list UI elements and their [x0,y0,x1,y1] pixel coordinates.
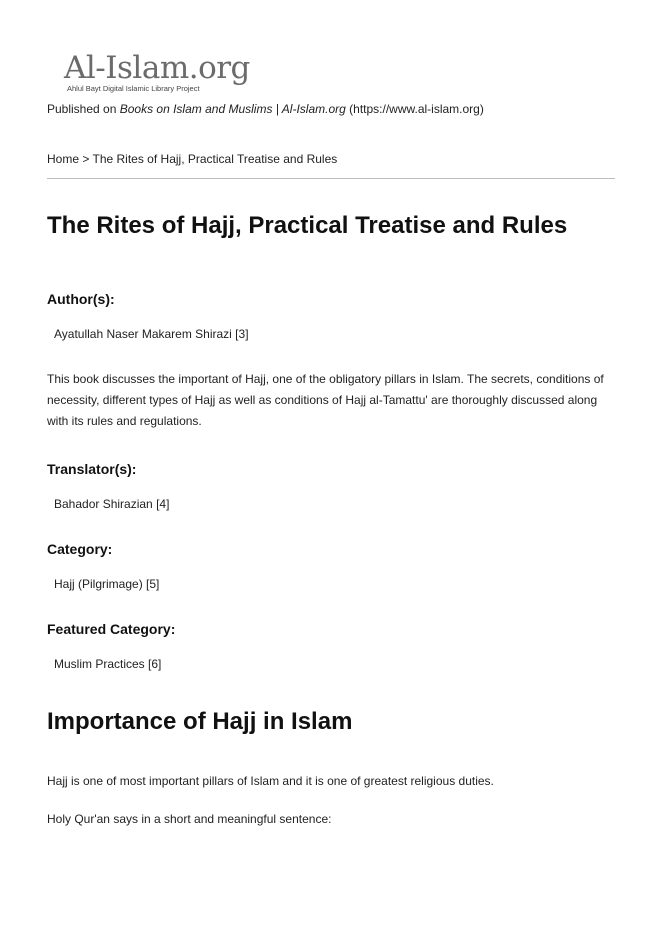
logo-wordmark: Al-Islam.org [64,50,250,86]
section-title: Importance of Hajj in Islam [47,708,353,735]
featured-category-link[interactable]: Muslim Practices [6] [54,657,162,671]
book-description: This book discusses the important of Hajj, one of the obligatory pillars in Islam. The secrets, conditions of necessity, different types of Hajj as well as conditions of Hajj al-Tamattu' are thoroughly discussed along with its rules and regulations. [47,372,604,428]
featured-category-label: Featured Category: [47,621,176,637]
breadcrumb-current: The Rites of Hajj, Practical Treatise and Rules [92,152,338,166]
page-title: The Rites of Hajj, Practical Treatise and Rules [47,212,568,239]
published-line [47,102,484,116]
published-site-link[interactable]: Books on Islam and Muslims | Al-Islam.org [119,102,346,116]
breadcrumb-home-link[interactable]: Home [47,152,80,166]
section-paragraph-2: Holy Qur'an says in a short and meaningful sentence: [47,812,332,826]
author-link[interactable]: Ayatullah Naser Makarem Shirazi [3] [54,327,249,341]
logo-tagline: Ahlul Bayt Digital Islamic Library Project [67,84,200,93]
header-divider [47,178,615,179]
published-url: (https://www.al-islam.org) [349,102,484,116]
breadcrumb [47,152,337,166]
site-logo[interactable] [64,50,264,96]
translator-label: Translator(s): [47,461,137,477]
published-prefix: Published on [47,102,117,116]
category-link[interactable]: Hajj (Pilgrimage) [5] [54,577,160,591]
category-label: Category: [47,541,113,557]
breadcrumb-separator: > [82,152,90,166]
translator-link[interactable]: Bahador Shirazian [4] [54,497,170,511]
section-paragraph-1: Hajj is one of most important pillars of Islam and it is one of greatest religious duties. [47,774,494,788]
author-label: Author(s): [47,291,115,307]
